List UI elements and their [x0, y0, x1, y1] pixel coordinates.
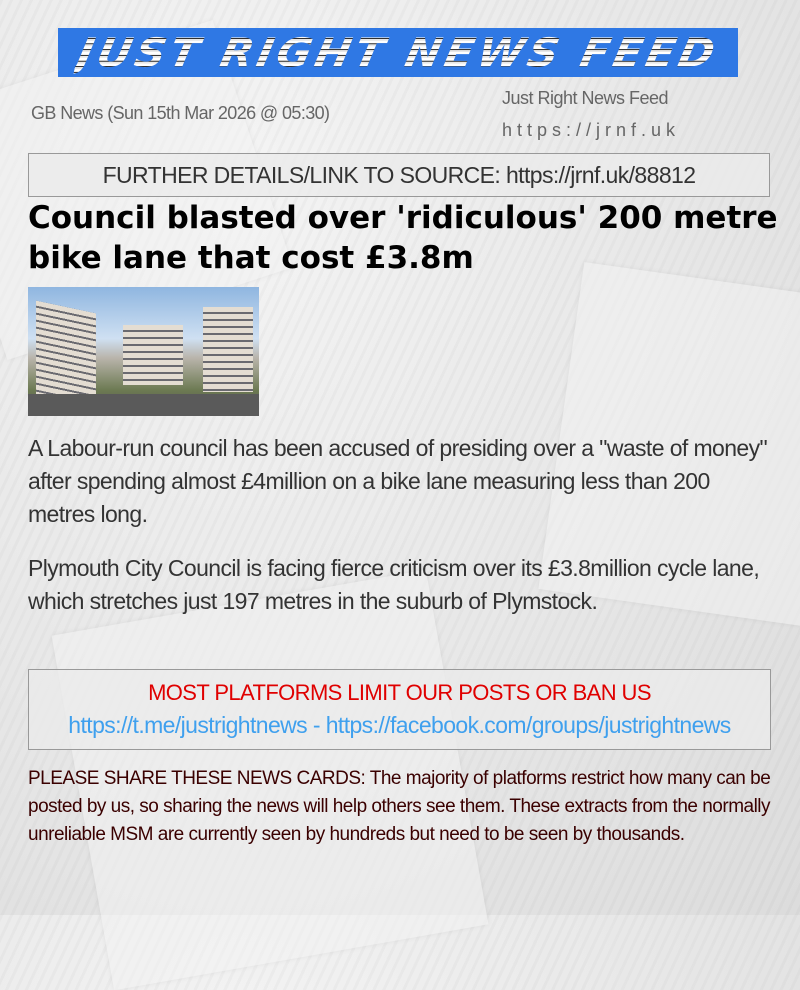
promo-box	[28, 669, 771, 750]
article-paragraph: A Labour-run council has been accused of presiding over a "waste of money" after spending almost £4million on a bike lane measuring less than 200 metres long.	[28, 435, 768, 527]
site-name: Just Right News Feed	[502, 88, 669, 108]
headline: Council blasted over 'ridiculous' 200 metre bike lane that cost £3.8m	[28, 200, 778, 276]
platform-warning: MOST PLATFORMS LIMIT OUR POSTS OR BAN US	[148, 680, 651, 705]
social-links[interactable]: https://t.me/justrightnews - https://facebook.com/groups/justrightnews	[68, 712, 731, 738]
site-banner	[58, 28, 738, 77]
article-image	[28, 287, 259, 416]
site-url[interactable]: https://jrnf.uk	[502, 120, 681, 140]
source-link-box[interactable]: FURTHER DETAILS/LINK TO SOURCE: https://jrnf.uk/88812	[28, 153, 770, 197]
source-line: GB News (Sun 15th Mar 2026 @ 05:30)	[31, 103, 330, 123]
banner-title: JUST RIGHT NEWS FEED	[73, 29, 723, 76]
article-paragraph: Plymouth City Council is facing fierce criticism over its £3.8million cycle lane, which stretches just 197 metres in the suburb of Plymstock.	[28, 555, 760, 614]
share-notice: PLEASE SHARE THESE NEWS CARDS: The majority of platforms restrict how many can be posted by us, so sharing the news will help others see them. These extracts from the normally unreliable MSM are currently seen by hundreds but need to be seen by thousands.	[28, 768, 771, 845]
